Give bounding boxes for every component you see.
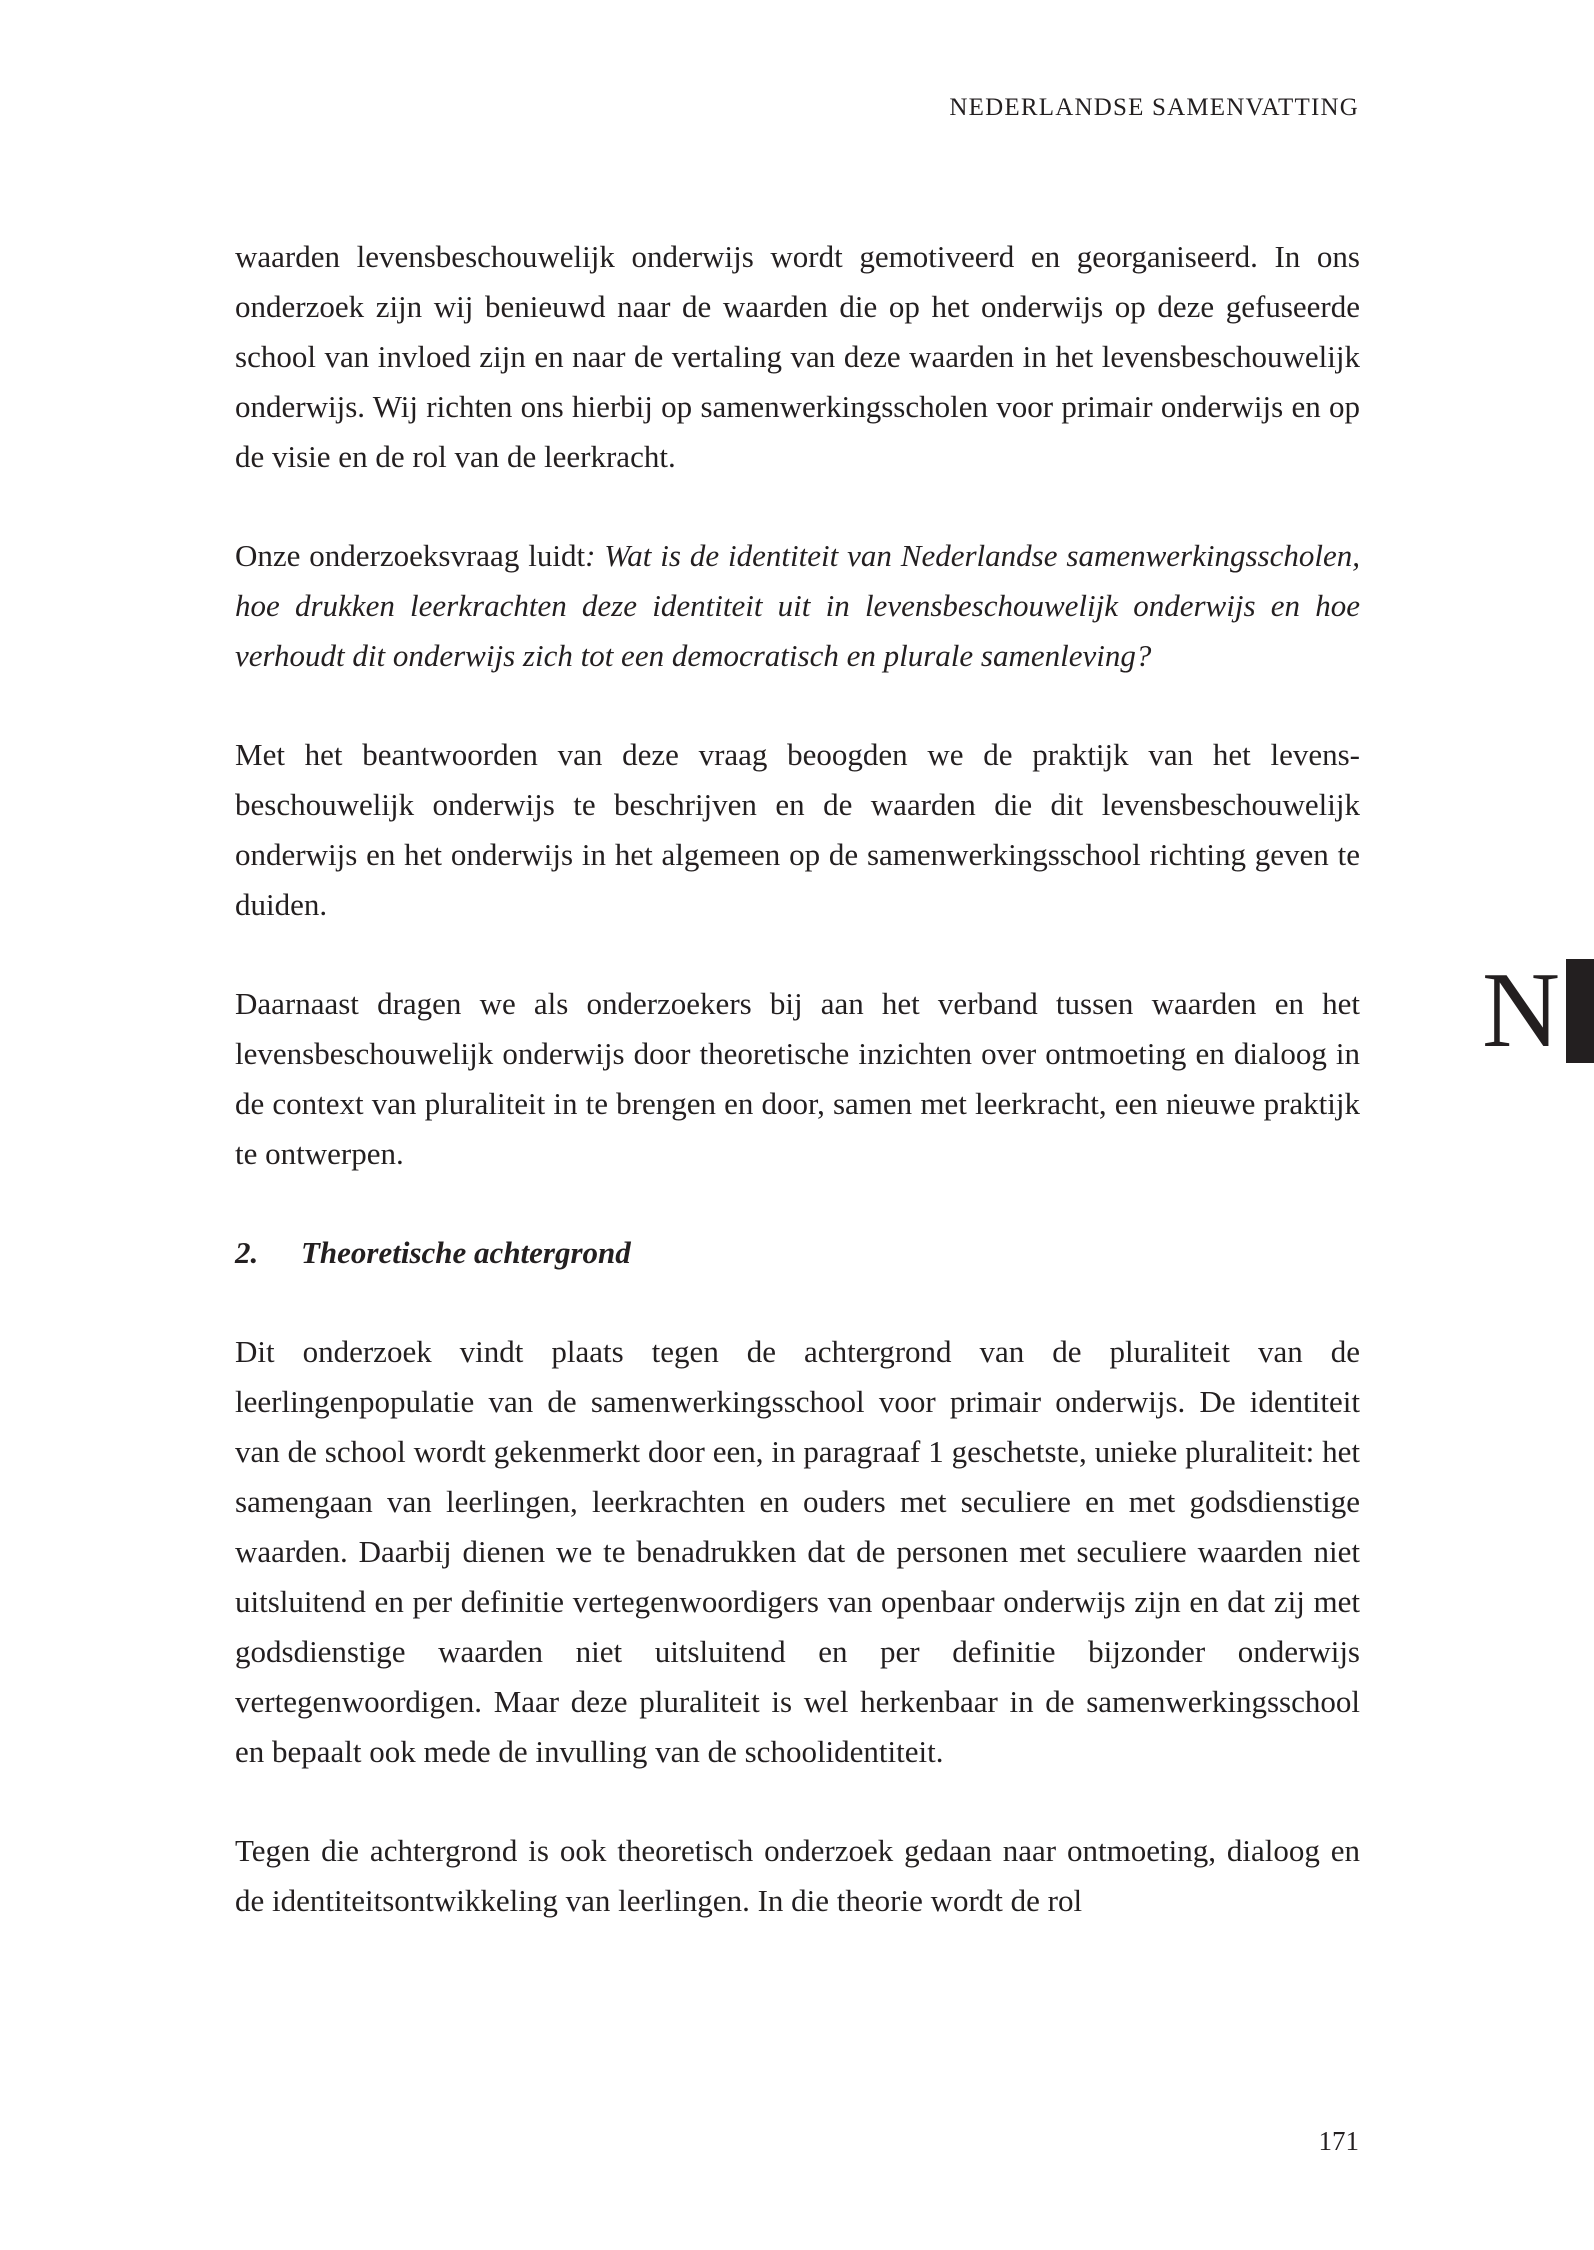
body-text: [235, 232, 1360, 1975]
paragraph: waarden levensbeschouwelijk onderwijs wordt gemotiveerd en georganiseerd. In ons onderzoek zijn wij benieuwd naar de waarden die op het onderwijs op deze gefuseerde school van invloed zijn en naar de vertaling van deze waarden in het levensbeschouwelijk onderwijs. Wij richten ons hierbij op samenwerkingsscholen voor primair onderwijs en op de visie en de rol van de leerkracht.: [235, 239, 1360, 474]
section-title: Theoretische achtergrond: [301, 1235, 631, 1270]
paragraph: Met het beantwoorden van deze vraag beoogden we de praktijk van het levens-beschouwelijk onderwijs te beschrijven en de waarden die dit levensbeschouwelijk onderwijs en het onderwijs in het algemeen op de samenwerkingsschool richting geven te duiden.: [235, 737, 1360, 922]
thumb-tab-bar: [1566, 959, 1594, 1063]
paragraph: Dit onderzoek vindt plaats tegen de achtergrond van de pluraliteit van de leerlingenpopulatie van de samenwerkingsschool voor primair onderwijs. De identiteit van de school wordt gekenmerkt door een, in paragraaf 1 geschetste, unieke pluraliteit: het samengaan van leerlingen, leerkrachten en ouders met seculiere en met godsdienstige waarden. Daarbij dienen we te benadrukken dat de personen met seculiere waarden niet uitsluitend en per definitie vertegenwoordigers van openbaar onderwijs zijn en dat zij met godsdienstige waarden niet uitsluitend en per definitie bijzonder onderwijs vertegenwoordigen. Maar deze pluraliteit is wel herkenbaar in de samenwerkingsschool en bepaalt ook mede de invulling van de schoolidentiteit.: [235, 1334, 1360, 1769]
section-number: 2.: [235, 1235, 259, 1270]
running-header: NEDERLANDSE SAMENVATTING: [949, 94, 1359, 121]
research-question: : Wat is de identiteit van Nederlandse samenwerkingsscholen, hoe drukken leerkrachten deze identiteit uit in levensbeschouwelijk onderwijs en hoe verhoudt dit onderwijs zich tot een democratisch en plurale samenleving?: [235, 538, 1360, 673]
thumb-tab-letter: N: [1482, 951, 1560, 1070]
paragraph: Tegen die achtergrond is ook theoretisch onderzoek gedaan naar ontmoeting, dialoog en de identiteitsontwikkeling van leerlingen. In die theorie wordt de rol: [235, 1833, 1360, 1918]
section-heading: [235, 1228, 1360, 1278]
research-question-intro: Onze onderzoeksvraag luidt: [235, 538, 586, 573]
chapter-thumb-tab: [1482, 951, 1594, 1070]
paragraph: Daarnaast dragen we als onderzoekers bij aan het verband tussen waarden en het levensbeschouwelijk onderwijs door theoretische inzichten over ontmoeting en dialoog in de context van pluraliteit in te brengen en door, samen met leerkracht, een nieuwe praktijk te ontwerpen.: [235, 986, 1360, 1171]
research-question-paragraph: [235, 531, 1360, 681]
page-number: 171: [1318, 2126, 1359, 2156]
